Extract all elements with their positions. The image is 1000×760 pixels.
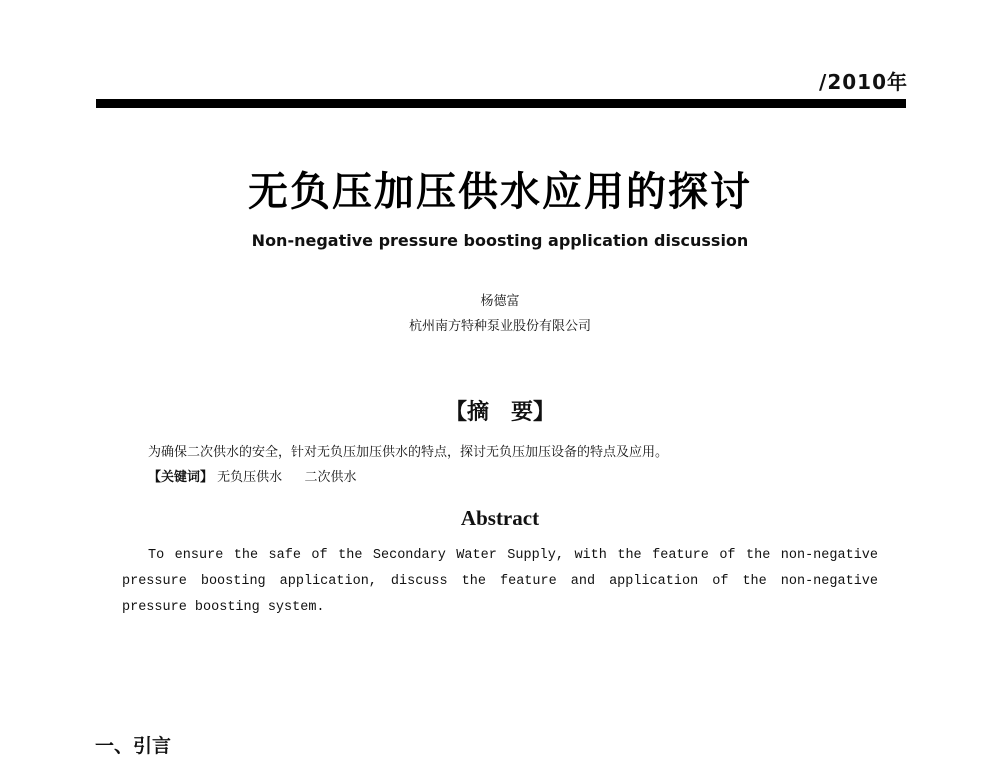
paper-title-chinese: 无负压加压供水应用的探讨 [248, 169, 752, 215]
abstract-heading-chinese: 【摘 要】 [444, 399, 555, 425]
abstract-text-chinese: 为确保二次供水的安全，针对无负压加压供水的特点，探讨无负压加压设备的特点及应用。 [148, 445, 669, 460]
paper-title-english: Non-negative pressure boosting application discussion [251, 231, 749, 250]
abstract-heading-english: Abstract [460, 506, 540, 530]
author-affiliation: 杭州南方特种泵业股份有限公司 [408, 319, 591, 334]
keyword-item: 无负压供水 [217, 470, 283, 485]
section-heading-introduction: 一、引言 [95, 735, 172, 757]
author-name: 杨德富 [480, 294, 520, 309]
keywords-label: 【关键词】 [148, 470, 214, 485]
abstract-text-english: To ensure the safe of the Secondary Water Supply, with the feature of the non-negative pressure boosting application, discuss the feature and application of the non-negative pressure boosting system. [122, 548, 878, 615]
keyword-item: 二次供水 [304, 470, 357, 485]
journal-year-mark: /2010年 [819, 70, 908, 94]
keywords-line [148, 466, 356, 485]
header-rule [96, 99, 906, 108]
